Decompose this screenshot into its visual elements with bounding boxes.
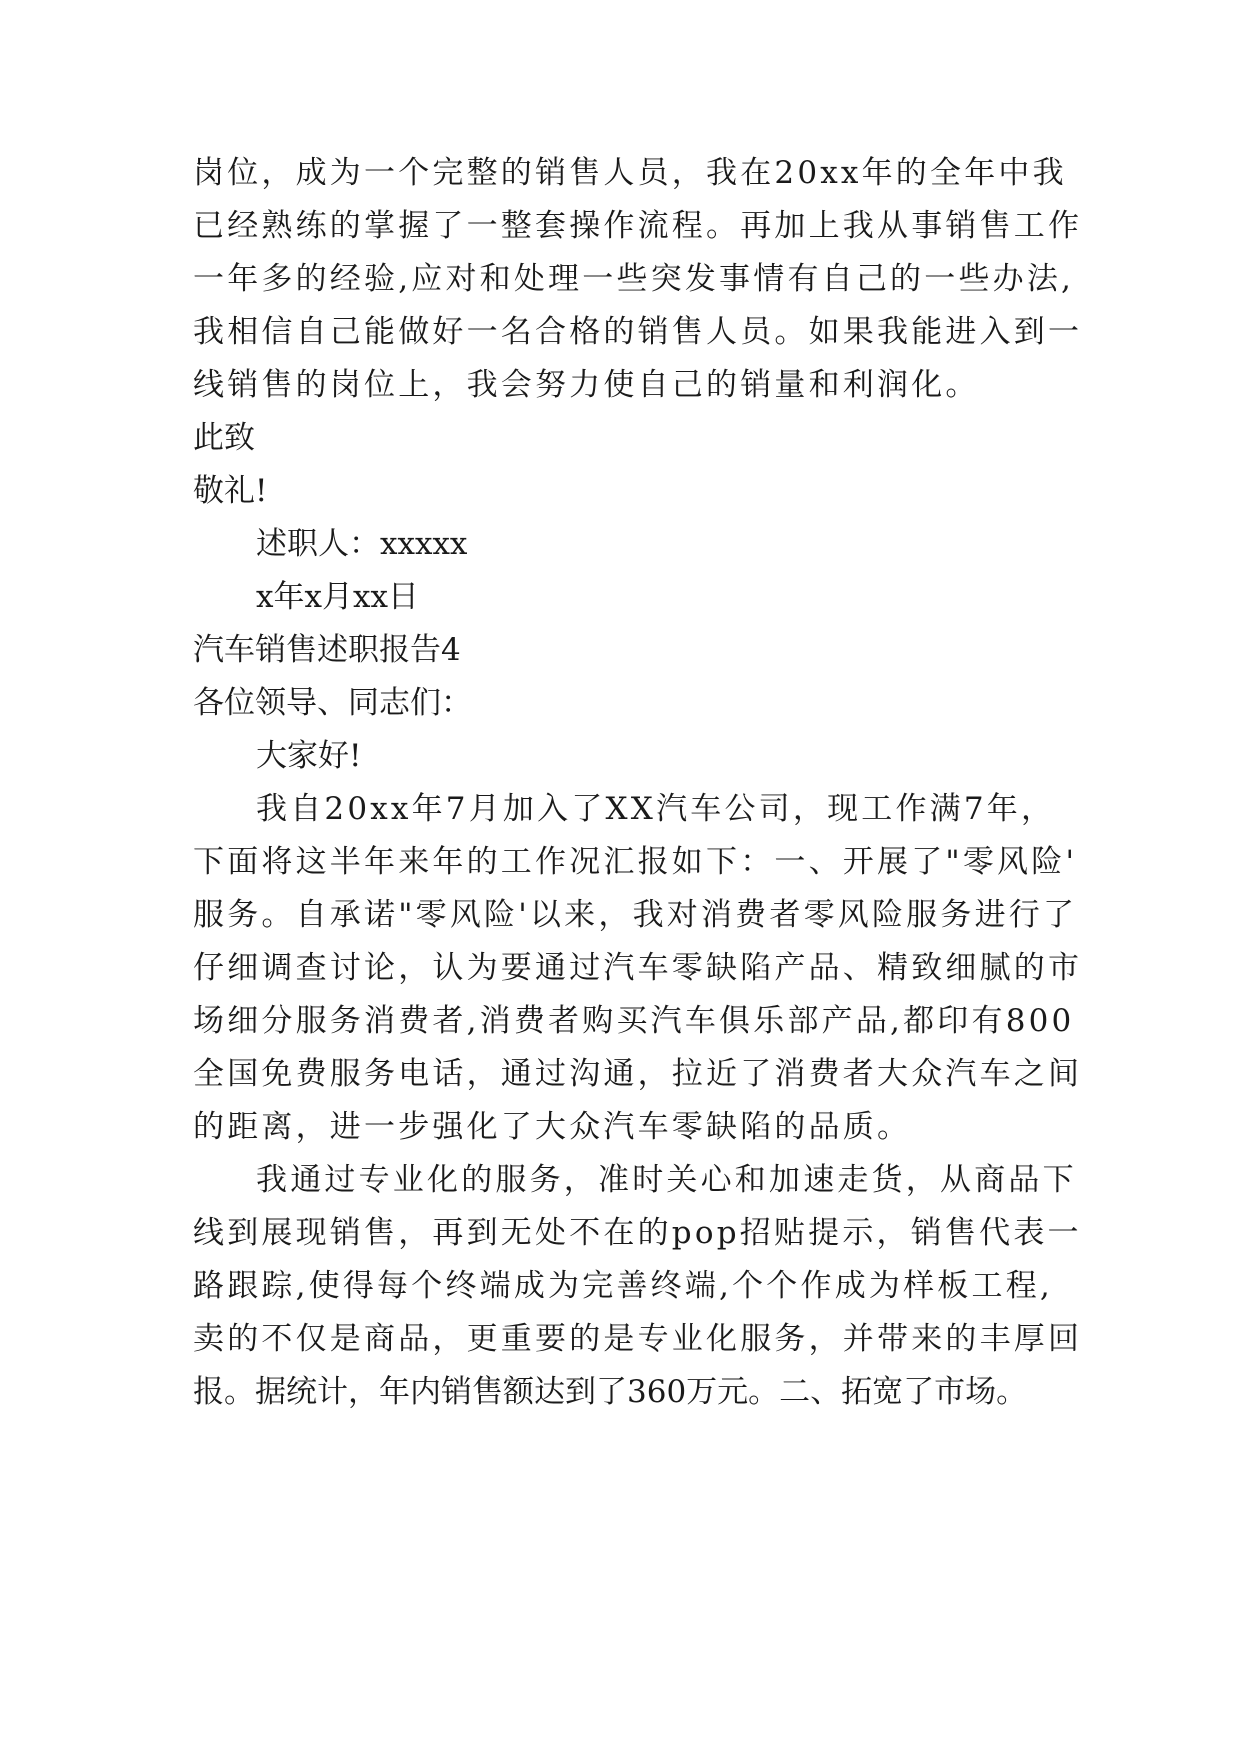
text-line: 仔细调查讨论，认为要通过汽车零缺陷产品、精致细腻的市 xyxy=(193,950,1083,986)
text-line: 我相信自己能做好一名合格的销售人员。如果我能进入到一 xyxy=(193,314,1083,350)
text-line: 线到展现销售，再到无处不在的pop招贴提示，销售代表一 xyxy=(193,1215,1082,1251)
text-line: 场细分服务消费者,消费者购买汽车俱乐部产品,都印有800 xyxy=(193,1003,1075,1039)
text-line: 报。据统计，年内销售额达到了360万元。二、拓宽了市场。 xyxy=(193,1374,1028,1410)
text-line: 的距离，进一步强化了大众汽车零缺陷的品质。 xyxy=(193,1109,912,1145)
greeting-hello: 大家好! xyxy=(256,738,362,774)
signature-date: x年x月xx日 xyxy=(256,579,419,615)
signature-name: 述职人：xxxxx xyxy=(256,526,468,562)
text-line: 我自20xx年7月加入了XX汽车公司，现工作满7年， xyxy=(256,791,1056,827)
text-line: 服务。自承诺"零风险'以来，我对消费者零风险服务进行了 xyxy=(193,897,1078,933)
text-line: 一年多的经验,应对和处理一些突发事情有自己的一些办法, xyxy=(193,261,1075,297)
text-line: 下面将这半年来年的工作况汇报如下：一、开展了"零风险' xyxy=(193,844,1078,880)
text-line: 线销售的岗位上，我会努力使自己的销量和利润化。 xyxy=(193,367,980,403)
greeting: 各位领导、同志们： xyxy=(193,685,472,721)
text-line: 已经熟练的掌握了一整套操作流程。再加上我从事销售工作 xyxy=(193,208,1083,244)
section-title: 汽车销售述职报告4 xyxy=(193,632,461,668)
salutation: 敬礼! xyxy=(193,473,268,509)
text-line: 路跟踪,使得每个终端成为完善终端,个个作成为样板工程, xyxy=(193,1268,1053,1304)
closing-phrase: 此致 xyxy=(193,420,255,456)
text-line: 全国免费服务电话，通过沟通，拉近了消费者大众汽车之间 xyxy=(193,1056,1083,1092)
text-line: 卖的不仅是商品，更重要的是专业化服务，并带来的丰厚回 xyxy=(193,1321,1083,1357)
text-line: 我通过专业化的服务，准时关心和加速走货，从商品下 xyxy=(256,1162,1077,1198)
text-line: 岗位，成为一个完整的销售人员，我在20xx年的全年中我 xyxy=(193,155,1067,191)
